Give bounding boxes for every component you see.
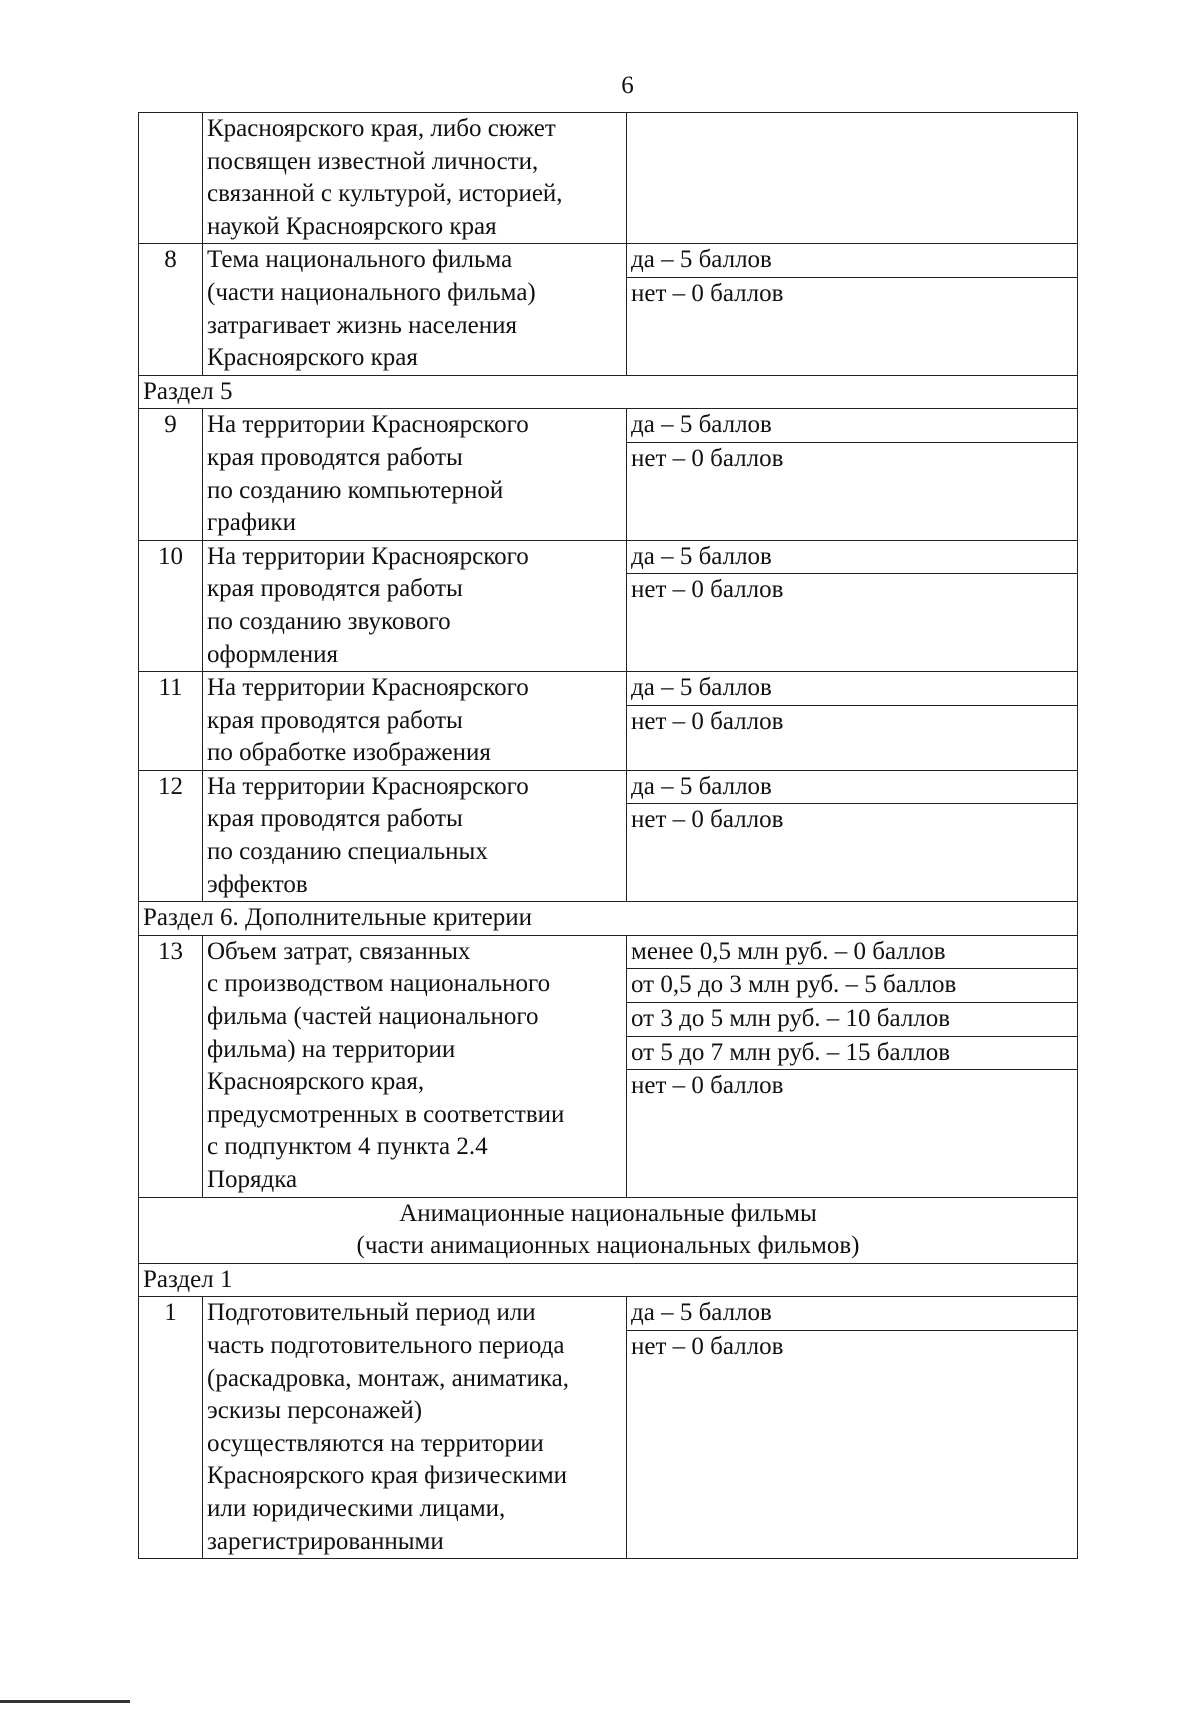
criterion-number <box>139 113 203 244</box>
score-cell <box>627 770 1078 901</box>
criterion-number: 8 <box>139 244 203 375</box>
criterion-number: 1 <box>139 1297 203 1559</box>
score-option: менее 0,5 млн руб. – 0 баллов <box>631 937 946 965</box>
criteria-table <box>138 112 1078 1559</box>
criterion-text: На территории Красноярского края проводятся работы по обработке изображения <box>203 672 627 771</box>
score-option: нет – 0 баллов <box>627 442 1077 476</box>
scan-edge-mark <box>0 1700 130 1703</box>
section-title: Раздел 5 <box>139 375 1078 409</box>
criterion-row <box>139 113 1078 244</box>
score-cell <box>627 935 1078 1197</box>
score-cell <box>627 409 1078 540</box>
score-option: да – 5 баллов <box>631 674 772 702</box>
score-option: да – 5 баллов <box>631 772 772 800</box>
section-row <box>139 1263 1078 1297</box>
section-title: Раздел 1 <box>139 1263 1078 1297</box>
score-cell <box>627 672 1078 771</box>
criterion-number: 13 <box>139 935 203 1197</box>
score-cell <box>627 244 1078 375</box>
score-option: да – 5 баллов <box>631 1299 772 1327</box>
criterion-row <box>139 935 1078 1197</box>
criterion-text: Подготовительный период или часть подготовительного периода (раскадровка, монтаж, аниматика, эскизы персонажей) осуществляются на территории Красноярского края физическими или юридическими лицами, зарегистрированными <box>203 1297 627 1559</box>
score-cell <box>627 1297 1078 1559</box>
score-option: нет – 0 баллов <box>627 573 1077 607</box>
criterion-number: 12 <box>139 770 203 901</box>
score-option: нет – 0 баллов <box>627 705 1077 739</box>
section-row <box>139 375 1078 409</box>
score-option: да – 5 баллов <box>631 411 772 439</box>
criterion-text: Объем затрат, связанных с производством национального фильма (частей национального фильма) на территории Красноярского края, предусмотренных в соответствии с подпунктом 4 пункта 2.4 Порядка <box>203 935 627 1197</box>
criterion-row <box>139 770 1078 901</box>
section-row <box>139 902 1078 936</box>
criterion-text: На территории Красноярского края проводятся работы по созданию специальных эффектов <box>203 770 627 901</box>
criterion-number: 10 <box>139 540 203 671</box>
criterion-number: 11 <box>139 672 203 771</box>
heading-row <box>139 1197 1078 1263</box>
criterion-row <box>139 540 1078 671</box>
score-option: нет – 0 баллов <box>627 1330 1077 1364</box>
score-cell <box>627 113 1078 244</box>
table-heading: Анимационные национальные фильмы (части анимационных национальных фильмов) <box>139 1197 1078 1263</box>
criterion-text: На территории Красноярского края проводятся работы по созданию компьютерной графики <box>203 409 627 540</box>
criteria-table-body <box>139 113 1078 1559</box>
section-title: Раздел 6. Дополнительные критерии <box>139 902 1078 936</box>
score-option: да – 5 баллов <box>631 542 772 570</box>
criterion-row <box>139 672 1078 771</box>
criterion-text: Тема национального фильма (части национального фильма) затрагивает жизнь населения Красноярского края <box>203 244 627 375</box>
criterion-row <box>139 409 1078 540</box>
score-option: нет – 0 баллов <box>627 277 1077 311</box>
score-cell <box>627 540 1078 671</box>
criterion-row <box>139 244 1078 375</box>
score-option: нет – 0 баллов <box>627 803 1077 837</box>
score-option: от 0,5 до 3 млн руб. – 5 баллов <box>627 968 1077 1002</box>
score-option: да – 5 баллов <box>631 246 772 274</box>
score-option: от 5 до 7 млн руб. – 15 баллов <box>627 1036 1077 1070</box>
score-option: от 3 до 5 млн руб. – 10 баллов <box>627 1002 1077 1036</box>
page-number: 6 <box>621 72 634 99</box>
criterion-text: Красноярского края, либо сюжет посвящен известной личности, связанной с культурой, историей, наукой Красноярского края <box>203 113 627 244</box>
criterion-text: На территории Красноярского края проводятся работы по созданию звукового оформления <box>203 540 627 671</box>
criterion-row <box>139 1297 1078 1559</box>
criterion-number: 9 <box>139 409 203 540</box>
score-option: нет – 0 баллов <box>627 1069 1077 1103</box>
